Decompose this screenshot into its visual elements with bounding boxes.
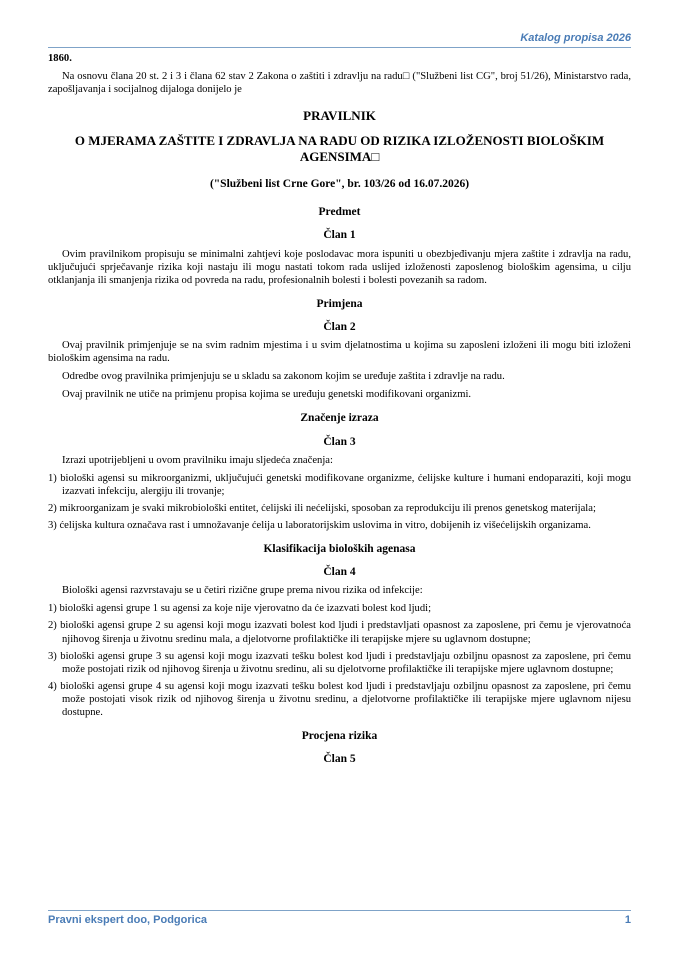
section-heading-procjena-rizika: Procjena rizika xyxy=(301,730,378,743)
article-4-item: 3) biološki agensi grupe 3 su agensi koji mogu izazvati tešku bolest kod ljudi i predstavljaju ozbiljnu opasnost za zaposlene, pri čemu može postojati rizik od njihovog širenja u životnu sredinu, ali su djelotvorne profilaktičke ili terapijske mjere uglavnom dostupne; xyxy=(48,650,631,675)
section-heading-klasifikacija: Klasifikacija bioloških agenasa xyxy=(263,543,416,556)
preamble: Na osnovu člana 20 st. 2 i 3 i člana 62 stav 2 Zakona o zaštiti i zdravlju na radu□ ("Službeni list CG", broj 51/26), Ministarstvo rada, zapošljavanja i socijalnog dijaloga donijelo je xyxy=(48,71,631,96)
article-3-item: 3) ćelijska kultura označava rast i umnožavanje ćelija u laboratorijskim uslovima in vitro, dobijenih iz višećelijskih organizama. xyxy=(48,519,591,531)
article-2-paragraph-3: Ovaj pravilnik ne utiče na primjenu propisa kojima se uređuju genetski modifikovani organizmi. xyxy=(62,389,472,401)
article-4-item: 4) biološki agensi grupe 4 su agensi koji mogu izazvati tešku bolest kod ljudi i predstavljaju ozbiljnu opasnost za zaposlene, pri čemu može postojati visok rizik od njihovog širenja u životnu sredinu, a djelotvorne profilaktičke ili terapijske mjere uglavnom nijesu dostupne. xyxy=(48,680,631,718)
page-number: 1 xyxy=(624,914,631,926)
article-4-item: 1) biološki agensi grupe 1 su agensi za koje nije vjerovatno da će izazvati bolest kod ljudi; xyxy=(48,603,432,615)
article-3-heading: Član 3 xyxy=(323,435,356,448)
article-2-paragraph-2: Odredbe ovog pravilnika primjenjuju se u skladu sa zakonom kojim se uređuje zaštita i zdravlje na radu. xyxy=(62,371,505,383)
page-header xyxy=(48,30,631,48)
publisher-name: Pravni ekspert doo, Podgorica xyxy=(48,914,207,926)
section-heading-predmet: Predmet xyxy=(318,206,361,219)
article-5-heading: Član 5 xyxy=(323,753,356,766)
article-4-item: 2) biološki agensi grupe 2 su agensi koji mogu izazvati bolest kod ljudi i predstavljati opasnost za zaposlene, pri čemu je vjerovatnoća njihovog širenja u životnu sredinu mala, a djelotvorne profilaktičke ili terapijske mjere su uglavnom dostupne; xyxy=(48,620,631,645)
document-subtitle: O MJERAMA ZAŠTITE I ZDRAVLJA NA RADU OD RIZIKA IZLOŽENOSTI BIOLOŠKIM AGENSIMA□ xyxy=(74,133,605,165)
document-body xyxy=(48,52,631,771)
article-3-item: 2) mikroorganizam je svaki mikrobiološki entitet, ćelijski ili nećelijski, sposoban za reprodukciju ili prenos genetskog materijala; xyxy=(48,502,596,514)
section-heading-primjena: Primjena xyxy=(316,297,363,310)
catalog-title: Katalog propisa 2026 xyxy=(520,32,631,44)
article-3-item: 1) biološki agensi su mikroorganizmi, uključujući genetski modifikovane organizme, ćelijske kulture i humani endoparaziti, koji mogu izazvati infekciju, alergiju ili trovanje; xyxy=(48,472,631,497)
article-3-paragraph: Izrazi upotrijebljeni u ovom pravilniku imaju sljedeća značenja: xyxy=(62,454,333,466)
article-2-heading: Član 2 xyxy=(323,320,356,333)
article-4-heading: Član 4 xyxy=(323,566,356,579)
gazette-reference: ("Službeni list Crne Gore", br. 103/26 od 16.07.2026) xyxy=(209,178,470,191)
document-title: PRAVILNIK xyxy=(303,108,376,124)
article-1-paragraph: Ovim pravilnikom propisuju se minimalni zahtjevi koje poslodavac mora ispuniti u obezbjeđivanju mjera zaštite i zdravlja na radu, uključujući sprječavanje rizika koji nastaju ili mogu nastati tokom rada uslijed izloženosti zaposlenog biološkim agensima, u cilju otklanjanja ili smanjenja rizika od povreda na radu, profesionalnih bolesti i bolesti povezanih sa radom. xyxy=(48,248,631,286)
article-1-heading: Član 1 xyxy=(323,229,356,242)
regulation-number: 1860. xyxy=(48,53,72,64)
article-2-paragraph-1: Ovaj pravilnik primjenjuje se na svim radnim mjestima i u svim djelatnostima u kojima su zaposleni izloženi ili mogu biti izloženi biološkim agensima na radu. xyxy=(48,340,631,365)
article-4-paragraph: Biološki agensi razvrstavaju se u četiri rizične grupe prema nivou rizika od infekcije: xyxy=(62,585,423,597)
section-heading-znacenje-izraza: Značenje izraza xyxy=(300,412,379,425)
page-footer xyxy=(48,910,631,928)
